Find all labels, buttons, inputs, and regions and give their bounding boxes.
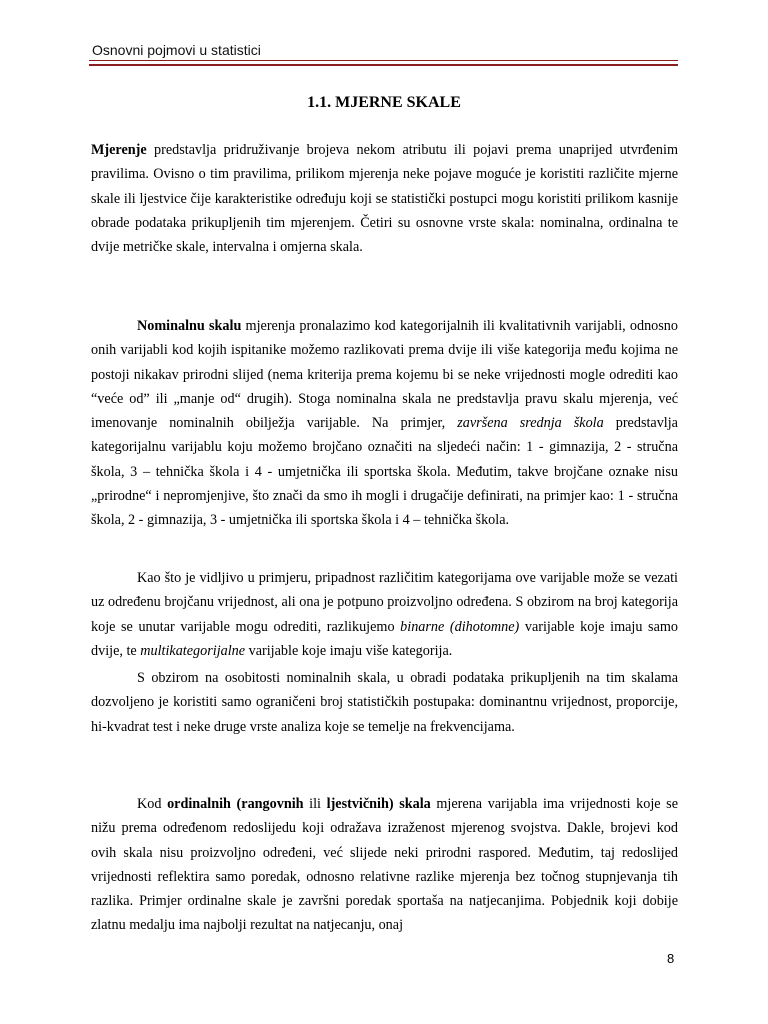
example-term: završena srednja škola bbox=[457, 415, 604, 432]
section-title: 1.1. MJERNE SKALE bbox=[307, 94, 461, 111]
header-rule-thin bbox=[89, 60, 678, 61]
paragraph-text: varijable koje imaju više kategorija. bbox=[245, 642, 453, 659]
paragraph-text: Kod bbox=[137, 796, 168, 812]
term-mjerenje: Mjerenje bbox=[91, 142, 147, 158]
paragraph-text: predstavlja kategorijalnu varijablu koju možemo brojčano označiti na sljedeći način: 1 - gimnazija, 2 - stručna škola, 3 – tehnička škola i 4 - umjetnička ili sportska škola. Međutim, takve brojčane oznake nisu „prirodne“ i nepromjenjive, što znači da smo ih mogli i drugačije definirati, na primjer kao: 1 - stručna škola, 2 - gimnazija, 3 - umjetnička ili sportska škola i 4 – tehnička škola. bbox=[91, 415, 678, 529]
term-binarne: binarne (dihotomne) bbox=[400, 618, 520, 635]
paragraph-ordinalne-skale bbox=[91, 792, 678, 938]
term-nominalna-skala: Nominalnu skalu bbox=[137, 318, 242, 334]
term-ordinalnih: ordinalnih (rangovnih bbox=[167, 796, 304, 812]
paragraph-postupci: S obzirom na osobitosti nominalnih skala, u obradi podataka prikupljenih na tim skalama dozvoljeno je koristiti samo ograničeni broj statističkih postupaka: dominantnu vrijednost, proporcije, hi-kvadrat test i neke druge vrste analiza koje se temelje na frekvencijama. bbox=[91, 670, 678, 735]
paragraph-nominalna-skala bbox=[91, 314, 678, 533]
paragraph-mjerenje bbox=[91, 138, 678, 259]
running-header-title: Osnovni pojmovi u statistici bbox=[92, 42, 261, 58]
header-rule-thick bbox=[89, 64, 678, 66]
paragraph-text: ili bbox=[303, 796, 327, 812]
term-ljestvicnih: ljestvičnih) skala bbox=[326, 796, 431, 812]
paragraph-text: predstavlja pridruživanje brojeva nekom atributu ili pojavi prema unaprijed utvrđenim pravilima. Ovisno o tim pravilima, prilikom mjerenja neke pojave moguće je koristiti različite mjerne skale ili ljestvice čije karakteristike određuju koji se statistički postupci mogu koristiti prilikom kasnije obrade podataka prikupljenih tim mjerenjem. Četiri su osnovne vrste skala: nominalna, ordinalna te dvije metričke skale, intervalna i omjerna skala. bbox=[91, 142, 678, 256]
page-number: 8 bbox=[667, 951, 675, 966]
paragraph-text: Kao što je vidljivo u primjeru, pripadnost različitim kategorijama ove varijable može se vezati uz određenu brojčanu vrijednost, ali ona je potpuno proizvoljno određena. S obzirom na broj kategorija koje se unutar varijable mogu odrediti, razlikujemo bbox=[91, 570, 678, 635]
paragraph-kategorije bbox=[91, 566, 678, 663]
paragraph-text: mjerena varijabla ima vrijednosti koje se nižu prema određenom redoslijedu koji odražava izraženost mjerenog svojstva. Dakle, brojevi kod ovih skala nisu proizvoljno određeni, već slijede neki prirodni raspored. Međutim, taj redoslijed vrijednosti reflektira samo poredak, odnosno relativne razlike mjerenja bez točnog stupnjevanja tih razlika. Primjer ordinalne skale je završni poredak sportaša na natjecanjima. Pobjednik koji dobije zlatnu medalju ima najbolji rezultat na natjecanju, onaj bbox=[91, 796, 678, 934]
term-multikategorijalne: multikategorijalne bbox=[140, 642, 246, 659]
paragraph-text: mjerenja pronalazimo kod kategorijalnih ili kvalitativnih varijabli, odnosno onih varijabli kod kojih ispitanike možemo razlikovati prema dvije ili više kategorija među kojima ne postoji nikakav prirodni slijed (nema kriterija prema kojemu bi se neke vrijednosti mogle odrediti kao “veće od” ili „manje od“ drugih). Stoga nominalna skala ne predstavlja pravu skalu mjerenja, već imenovanje nominalnih obilježja varijable. Na primjer, bbox=[91, 318, 678, 432]
paragraph-text: varijable koje imaju samo dvije, te bbox=[91, 618, 679, 659]
